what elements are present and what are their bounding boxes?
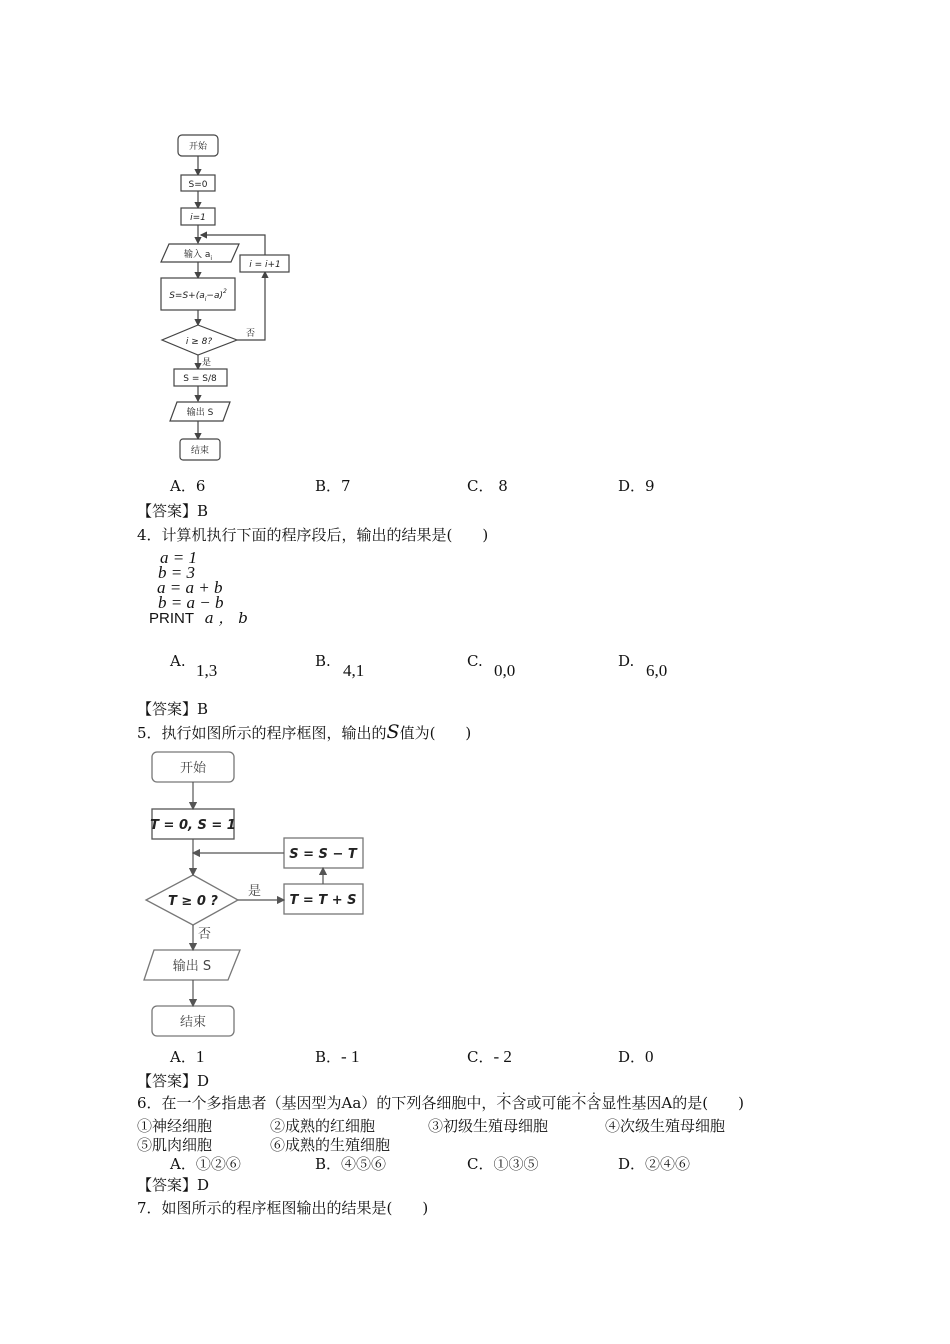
- q4-code-line-2: b = 3: [158, 563, 195, 582]
- q3-answer: [137, 501, 208, 521]
- q5-stem-pre: 5．执行如图所示的程序框图，输出的: [137, 724, 387, 742]
- answer-value: B: [197, 700, 209, 718]
- answer-label: 【答案】: [137, 1176, 198, 1194]
- q3-input-label: 输入 $a_i$: [183, 250, 213, 262]
- q5-start-label: 开始: [179, 761, 207, 776]
- q3-update-label: $S=S+(a_i-a)^2$: [169, 288, 227, 303]
- q5-update-t-label: T = T + S: [289, 893, 357, 908]
- q4-option-c-letter: C.: [467, 652, 483, 670]
- q3-option-d: D．9: [618, 477, 655, 495]
- q4-option-a-letter: A.: [170, 652, 186, 670]
- q3-end-label: 结束: [190, 446, 210, 456]
- q4-option-d-value: 6,0: [646, 661, 668, 680]
- q7-stem: 7．如图所示的程序框图输出的结果是( ): [137, 1199, 429, 1217]
- q6-option-c: C．①③⑤: [467, 1155, 539, 1173]
- q5-update-s-label: S = S − T: [289, 847, 357, 862]
- q6-emph-1: 不: [496, 1094, 512, 1112]
- q3-option-c: C． 8: [467, 477, 508, 495]
- q5-answer: [137, 1071, 209, 1091]
- q5-init-label: T = 0, S = 1: [150, 818, 236, 833]
- q4-stem: 4．计算机执行下面的程序段后，输出的结果是( ): [137, 526, 489, 544]
- q5-stem-var: S: [386, 721, 400, 743]
- q6-stem-post: 显性基因A的是( ): [601, 1094, 744, 1112]
- q4-option-d-letter: D.: [618, 652, 635, 670]
- option-value: - 1: [341, 1047, 360, 1066]
- answer-value: B: [197, 502, 209, 520]
- q6-cell-6: ⑥成熟的生殖细胞: [270, 1136, 391, 1154]
- answer-value: D: [197, 1176, 210, 1194]
- option-value: 0: [645, 1047, 654, 1066]
- q3-divide-label: S = S/8: [183, 374, 217, 384]
- q5-cond-label: T ≥ 0 ?: [168, 894, 218, 909]
- option-value: 1: [195, 1047, 205, 1066]
- q6-option-d: D．②④⑥: [618, 1155, 691, 1173]
- q3-option-a: A．6: [170, 477, 206, 495]
- q6-cell-2: ②成熟的红细胞: [270, 1117, 376, 1135]
- q5-option-d: [618, 1047, 654, 1067]
- q5-stem: [137, 722, 471, 743]
- q3-increment-label: i = i+1: [249, 260, 281, 270]
- option-letter: C．: [467, 1048, 494, 1066]
- q4-option-b-value: 4,1: [343, 661, 365, 680]
- q5-end-label: 结束: [179, 1015, 207, 1030]
- q6-stem-pre: 6．在一个多指患者（基因型为Aa）的下列各细胞中，: [137, 1094, 497, 1112]
- q3-option-b: B．7: [315, 477, 351, 495]
- answer-label: 【答案】: [137, 1072, 198, 1090]
- q5-no-label: 否: [198, 927, 212, 942]
- q3-init-i-label: i=1: [190, 213, 206, 223]
- q3-init-s-label: S=0: [188, 180, 208, 190]
- q5-yes-label: 是: [248, 884, 262, 899]
- q6-option-a: A．①②⑥: [170, 1155, 241, 1173]
- q4-option-a-value: 1,3: [196, 661, 218, 680]
- q3-flowchart: [155, 128, 305, 468]
- q6-emph-3: 含: [586, 1094, 602, 1112]
- q5-flowchart: [138, 748, 378, 1044]
- q5-option-c: [467, 1047, 512, 1067]
- q6-cell-1: ①神经细胞: [137, 1117, 213, 1135]
- q6-cell-4: ④次级生殖母细胞: [605, 1117, 726, 1135]
- q6-stem-mid: 含或可能: [511, 1094, 572, 1112]
- q5-option-b: [315, 1047, 359, 1067]
- q4-option-b-letter: B.: [315, 652, 331, 670]
- q5-stem-post: 值为( ): [399, 724, 472, 742]
- option-letter: A．: [170, 1048, 196, 1066]
- q6-cell-5: ⑤肌肉细胞: [137, 1136, 213, 1154]
- q3-cond-label: i ≥ 8?: [185, 337, 213, 347]
- q3-yes-label: 是: [202, 358, 212, 368]
- q6-stem: [137, 1093, 744, 1113]
- q4-code-line-4: b = a − b: [158, 593, 224, 612]
- q3-no-label: 否: [246, 329, 256, 339]
- q4-code-line-3: a = a + b: [157, 578, 223, 597]
- q4-code-line-1: a = 1: [160, 548, 197, 567]
- q6-answer: [137, 1175, 209, 1195]
- option-value: - 2: [493, 1047, 512, 1066]
- q4-print-line: [149, 608, 248, 629]
- q3-output-label: 输出 S: [186, 408, 214, 418]
- q4-print-args: a ， b: [204, 609, 248, 627]
- option-letter: B．: [315, 1048, 342, 1066]
- answer-value: D: [197, 1072, 210, 1090]
- q3-start-label: 开始: [188, 142, 208, 152]
- answer-label: 【答案】: [137, 502, 198, 520]
- q5-option-a: [170, 1047, 204, 1067]
- q6-cell-3: ③初级生殖母细胞: [428, 1117, 549, 1135]
- option-letter: D．: [618, 1048, 646, 1066]
- q4-answer: [137, 699, 208, 719]
- q4-print-keyword: PRINT: [149, 610, 194, 627]
- q6-emph-2: 不: [571, 1094, 587, 1112]
- q6-option-b: B．④⑤⑥: [315, 1155, 387, 1173]
- q5-output-label: 输出 S: [172, 959, 212, 974]
- answer-label: 【答案】: [137, 700, 198, 718]
- q4-option-c-value: 0,0: [494, 661, 516, 680]
